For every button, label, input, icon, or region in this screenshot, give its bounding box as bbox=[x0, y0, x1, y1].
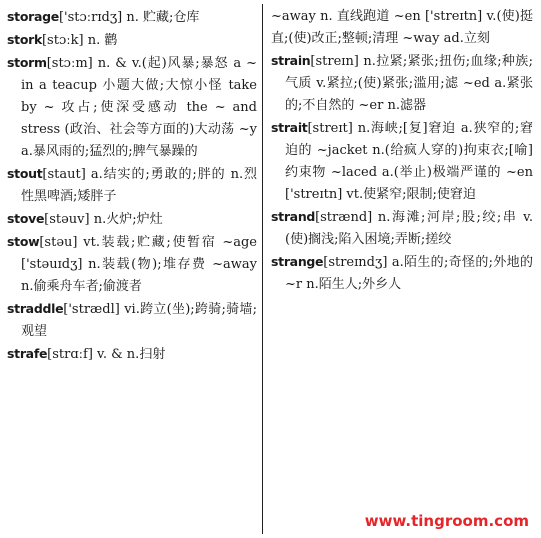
entry-text: [stəu] vt.装载;贮藏;使暂宿 ~age ['stəuɪdʒ] n.装载(物);堆存费 ~away n.偷乘舟车者;偷渡者 bbox=[21, 235, 257, 294]
entry-storm bbox=[7, 52, 257, 163]
headword: storage bbox=[7, 9, 59, 24]
entry-text: ['strædl] vi.跨立(坐);跨骑;骑墙;观望 bbox=[21, 302, 257, 339]
entry-text: [strænd] n.海滩;河岸;股;绞;串 v.(使)搁浅;陷入困境;弄断;搓绞 bbox=[285, 210, 533, 247]
entry-straddle bbox=[7, 298, 257, 343]
headword: strange bbox=[271, 254, 324, 269]
entry-text: [staut] a.结实的;勇敢的;胖的 n.烈性黑啤酒;矮胖子 bbox=[21, 167, 257, 204]
entry-stove bbox=[7, 208, 257, 231]
headword: strait bbox=[271, 120, 308, 135]
headword: storm bbox=[7, 55, 47, 70]
left-column bbox=[7, 6, 257, 366]
entry-text: [stɔːm] n. & v.(起)风暴;暴怒 a ~ in a teacup 小题大做;大惊小怪 take by ~ 攻占;使深受感动 the ~ and stress (政治、社会等方面的)大动荡 ~y a.暴风雨的;猛烈的;脾气暴躁的 bbox=[21, 56, 257, 159]
entry-strand bbox=[271, 206, 533, 251]
headword: stove bbox=[7, 211, 45, 226]
entry-text: ['stɔːrɪdʒ] n. 贮藏;仓库 bbox=[58, 10, 200, 25]
entry-text: [streɪn] n.拉紧;紧张;扭伤;血缘;种族;气质 v.紧拉;(使)紧张;滥用;滤 ~ed a.紧张的;不自然的 ~er n.滤器 bbox=[285, 54, 533, 113]
entry-text: [stəuv] n.火炉;炉灶 bbox=[44, 212, 163, 227]
entry-storage bbox=[7, 6, 257, 29]
entry-text: ~away n. 直线跑道 ~en ['streɪtn] v.(使)挺直;(使)改正;整顿;清理 ~way ad.立刻 bbox=[271, 9, 533, 46]
headword: straddle bbox=[7, 301, 64, 316]
entry-strain bbox=[271, 50, 533, 117]
entry-text: [stɔːk] n. 鹳 bbox=[41, 33, 118, 48]
entry-text: [streɪndʒ] a.陌生的;奇怪的;外地的 ~r n.陌生人;外乡人 bbox=[285, 255, 533, 292]
headword: stout bbox=[7, 166, 43, 181]
headword: stork bbox=[7, 32, 42, 47]
entry-stow bbox=[7, 231, 257, 298]
entry-text: [strɑːf] v. & n.扫射 bbox=[47, 347, 166, 362]
entry-continuation bbox=[271, 6, 533, 50]
headword: strand bbox=[271, 209, 316, 224]
entry-text: [streɪt] n.海峡;[复]窘迫 a.狭窄的;窘迫的 ~jacket n.(给疯人穿的)拘束衣;[喻]约束物 ~laced a.(举止)极端严谨的 ~en ['streɪtn] vt.使紧窄;限制;使窘迫 bbox=[285, 121, 533, 202]
headword: strain bbox=[271, 53, 311, 68]
site-watermark[interactable]: www.tingroom.com bbox=[364, 512, 529, 530]
headword: stow bbox=[7, 234, 40, 249]
entry-stork bbox=[7, 29, 257, 52]
entry-strait bbox=[271, 117, 533, 206]
entry-stout bbox=[7, 163, 257, 208]
right-column bbox=[271, 6, 533, 296]
column-divider bbox=[262, 4, 263, 534]
entry-strafe bbox=[7, 343, 257, 366]
headword: strafe bbox=[7, 346, 48, 361]
entry-strange bbox=[271, 251, 533, 296]
